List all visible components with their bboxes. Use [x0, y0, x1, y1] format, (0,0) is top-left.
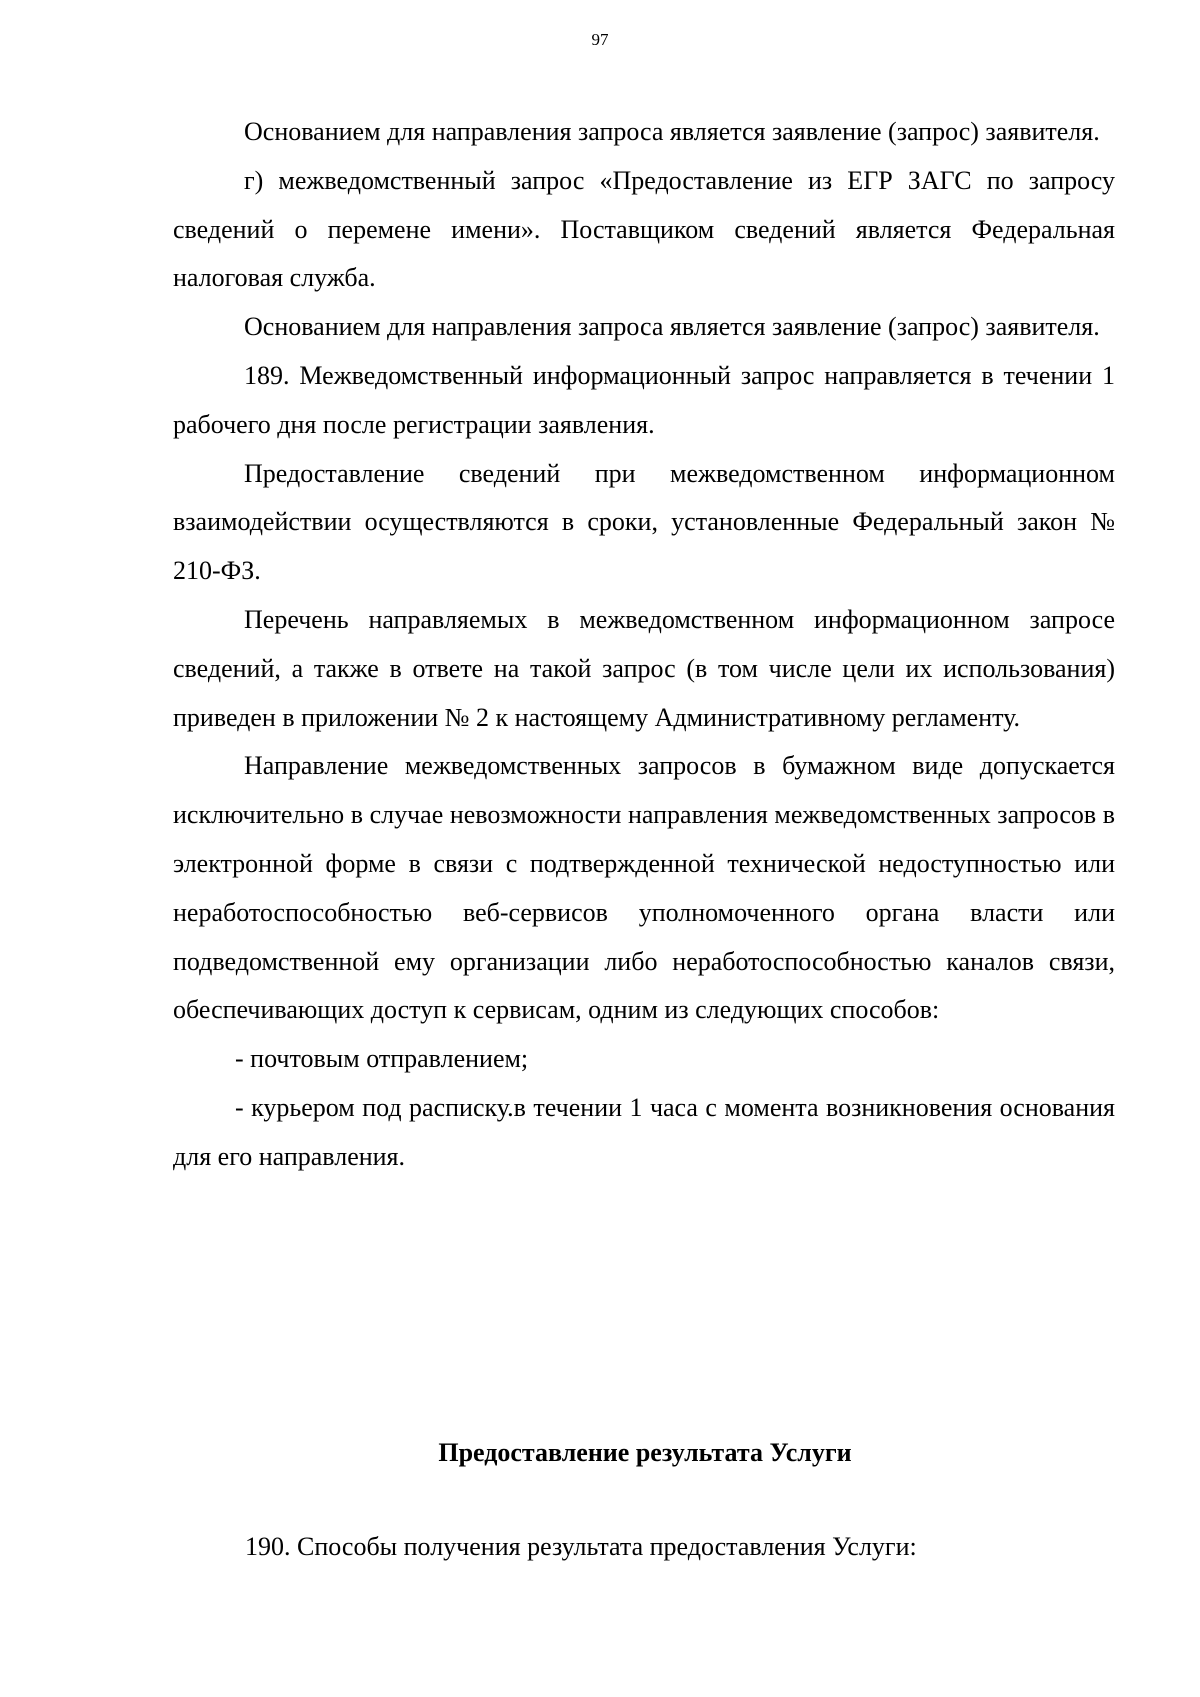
paragraph-paper-requests: Направление межведомственных запросов в бумажном виде допускается исключительно в случае невозможности направления межведомственных запросов в электронной форме в связи с подтвержденной технической недоступностью или неработоспособностью веб-сервисов уполномоченного органа власти или подведомственной ему организации либо неработоспособностью каналов связи, обеспечивающих доступ к сервисам, одним из следующих способов:	[173, 751, 1115, 1025]
paragraph-189: 189. Межведомственный информационный запрос направляется в течении 1 рабочего дня после регистрации заявления.	[173, 360, 1115, 439]
list-item-courier: - курьером под расписку.в течении 1 часа с момента возникновения основания для его направления.	[173, 1092, 1115, 1171]
paragraph-request-g: г) межведомственный запрос «Предоставление из ЕГР ЗАГС по запросу сведений о перемене имени». Поставщиком сведений является Федеральная налоговая служба.	[173, 165, 1115, 293]
paragraph-basis-2: Основанием для направления запроса является заявление (запрос) заявителя.	[244, 312, 1100, 342]
list-item-postal: - почтовым отправлением;	[235, 1044, 529, 1074]
paragraph-basis-1: Основанием для направления запроса является заявление (запрос) заявителя.	[244, 117, 1100, 146]
section-heading: Предоставление результата Услуги	[438, 1438, 852, 1467]
paragraph-provision-terms: Предоставление сведений при межведомственном информационном взаимодействии осуществляются в сроки, установленные Федеральный закон № 210-ФЗ.	[173, 458, 1115, 586]
paragraph-190: 190. Способы получения результата предоставления Услуги:	[245, 1532, 917, 1561]
document-body	[173, 108, 1115, 1182]
page-number: 97	[591, 30, 609, 49]
paragraph-list-of-data: Перечень направляемых в межведомственном информационном запросе сведений, а также в ответе на такой запрос (в том числе цели их использования) приведен в приложении № 2 к настоящему Административному регламенту.	[173, 604, 1115, 732]
